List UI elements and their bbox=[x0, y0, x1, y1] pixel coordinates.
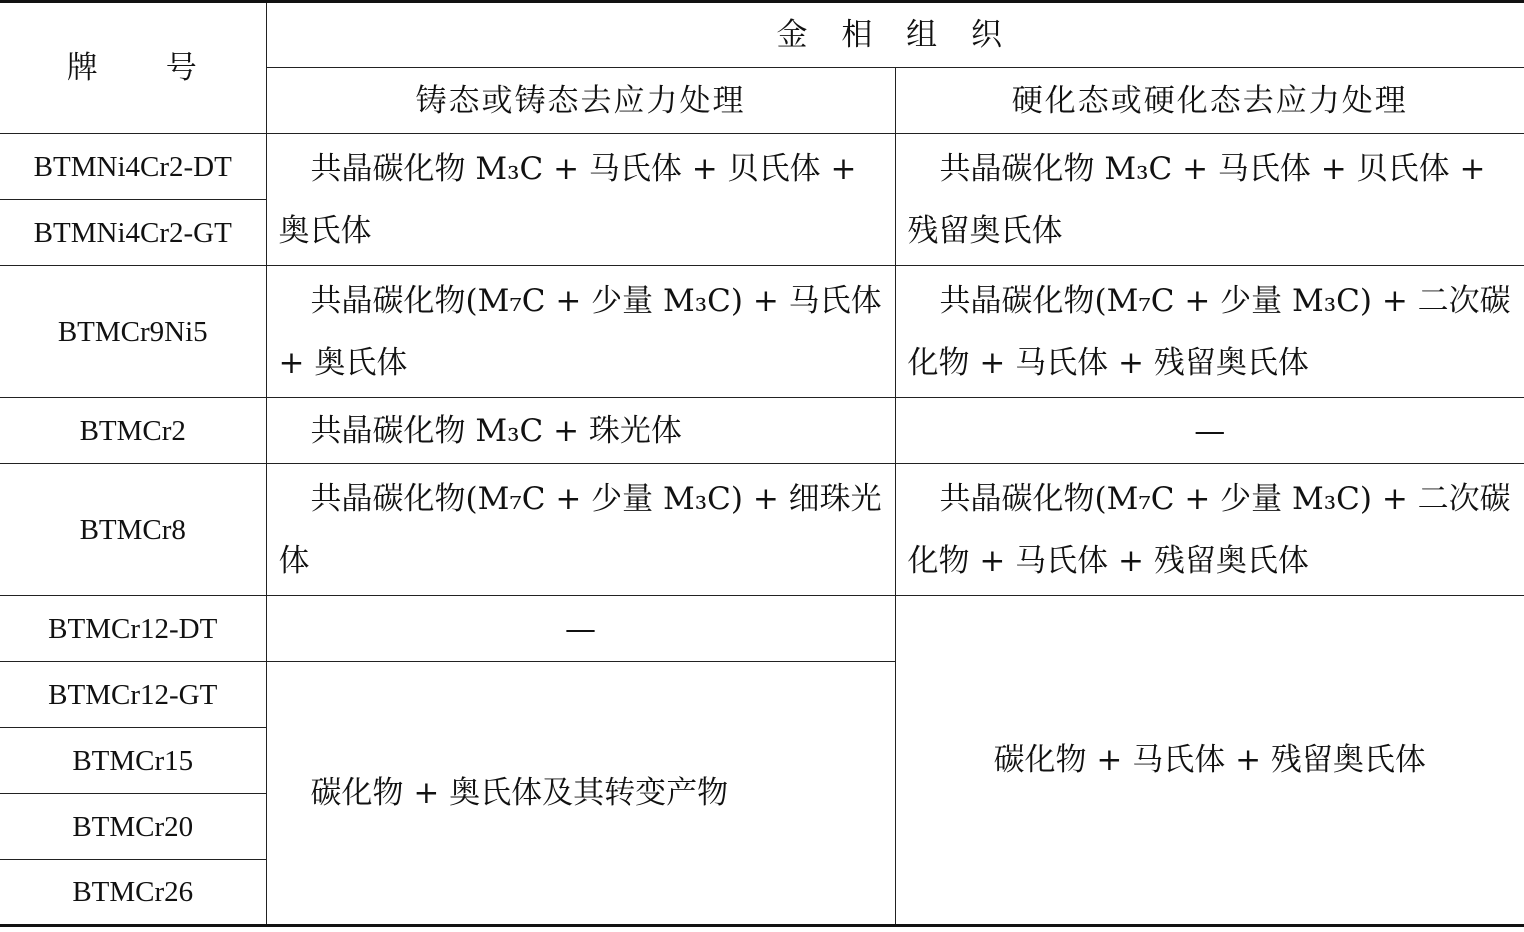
as-cast-cell: 共晶碳化物 M₃C + 马氏体 + 贝氏体 + 奥氏体 bbox=[266, 134, 895, 266]
hardened-cell: 共晶碳化物 M₃C + 马氏体 + 贝氏体 + 残留奥氏体 bbox=[895, 134, 1524, 266]
as-cast-cell: 共晶碳化物(M₇C + 少量 M₃C) + 马氏体 + 奥氏体 bbox=[266, 266, 895, 398]
structure-header: 金 相 组 织 bbox=[266, 2, 1524, 68]
hardened-cell: 共晶碳化物(M₇C + 少量 M₃C) + 二次碳化物 + 马氏体 + 残留奥氏体 bbox=[895, 266, 1524, 398]
grade-cell: BTMCr12-DT bbox=[0, 596, 266, 662]
as-cast-header: 铸态或铸态去应力处理 bbox=[266, 68, 895, 134]
grade-cell: BTMCr12-GT bbox=[0, 662, 266, 728]
grade-cell: BTMCr15 bbox=[0, 728, 266, 794]
grade-cell: BTMCr8 bbox=[0, 464, 266, 596]
as-cast-cell: 碳化物 + 奥氏体及其转变产物 bbox=[266, 662, 895, 926]
header-row-1 bbox=[0, 2, 1524, 68]
table-row bbox=[0, 134, 1524, 200]
as-cast-cell: 共晶碳化物(M₇C + 少量 M₃C) + 细珠光体 bbox=[266, 464, 895, 596]
grade-cell: BTMCr2 bbox=[0, 398, 266, 464]
hardened-header: 硬化态或硬化态去应力处理 bbox=[895, 68, 1524, 134]
grade-cell: BTMCr26 bbox=[0, 860, 266, 926]
grade-cell: BTMNi4Cr2-DT bbox=[0, 134, 266, 200]
table-row bbox=[0, 266, 1524, 398]
grade-header: 牌 号 bbox=[0, 2, 266, 134]
hardened-cell: — bbox=[895, 398, 1524, 464]
grade-cell: BTMCr9Ni5 bbox=[0, 266, 266, 398]
grade-cell: BTMNi4Cr2-GT bbox=[0, 200, 266, 266]
as-cast-cell: 共晶碳化物 M₃C + 珠光体 bbox=[266, 398, 895, 464]
table-row bbox=[0, 398, 1524, 464]
table-row bbox=[0, 596, 1524, 662]
hardened-cell: 共晶碳化物(M₇C + 少量 M₃C) + 二次碳化物 + 马氏体 + 残留奥氏体 bbox=[895, 464, 1524, 596]
grade-cell: BTMCr20 bbox=[0, 794, 266, 860]
table-row bbox=[0, 464, 1524, 596]
hardened-cell: 碳化物 + 马氏体 + 残留奥氏体 bbox=[895, 596, 1524, 926]
as-cast-cell: — bbox=[266, 596, 895, 662]
